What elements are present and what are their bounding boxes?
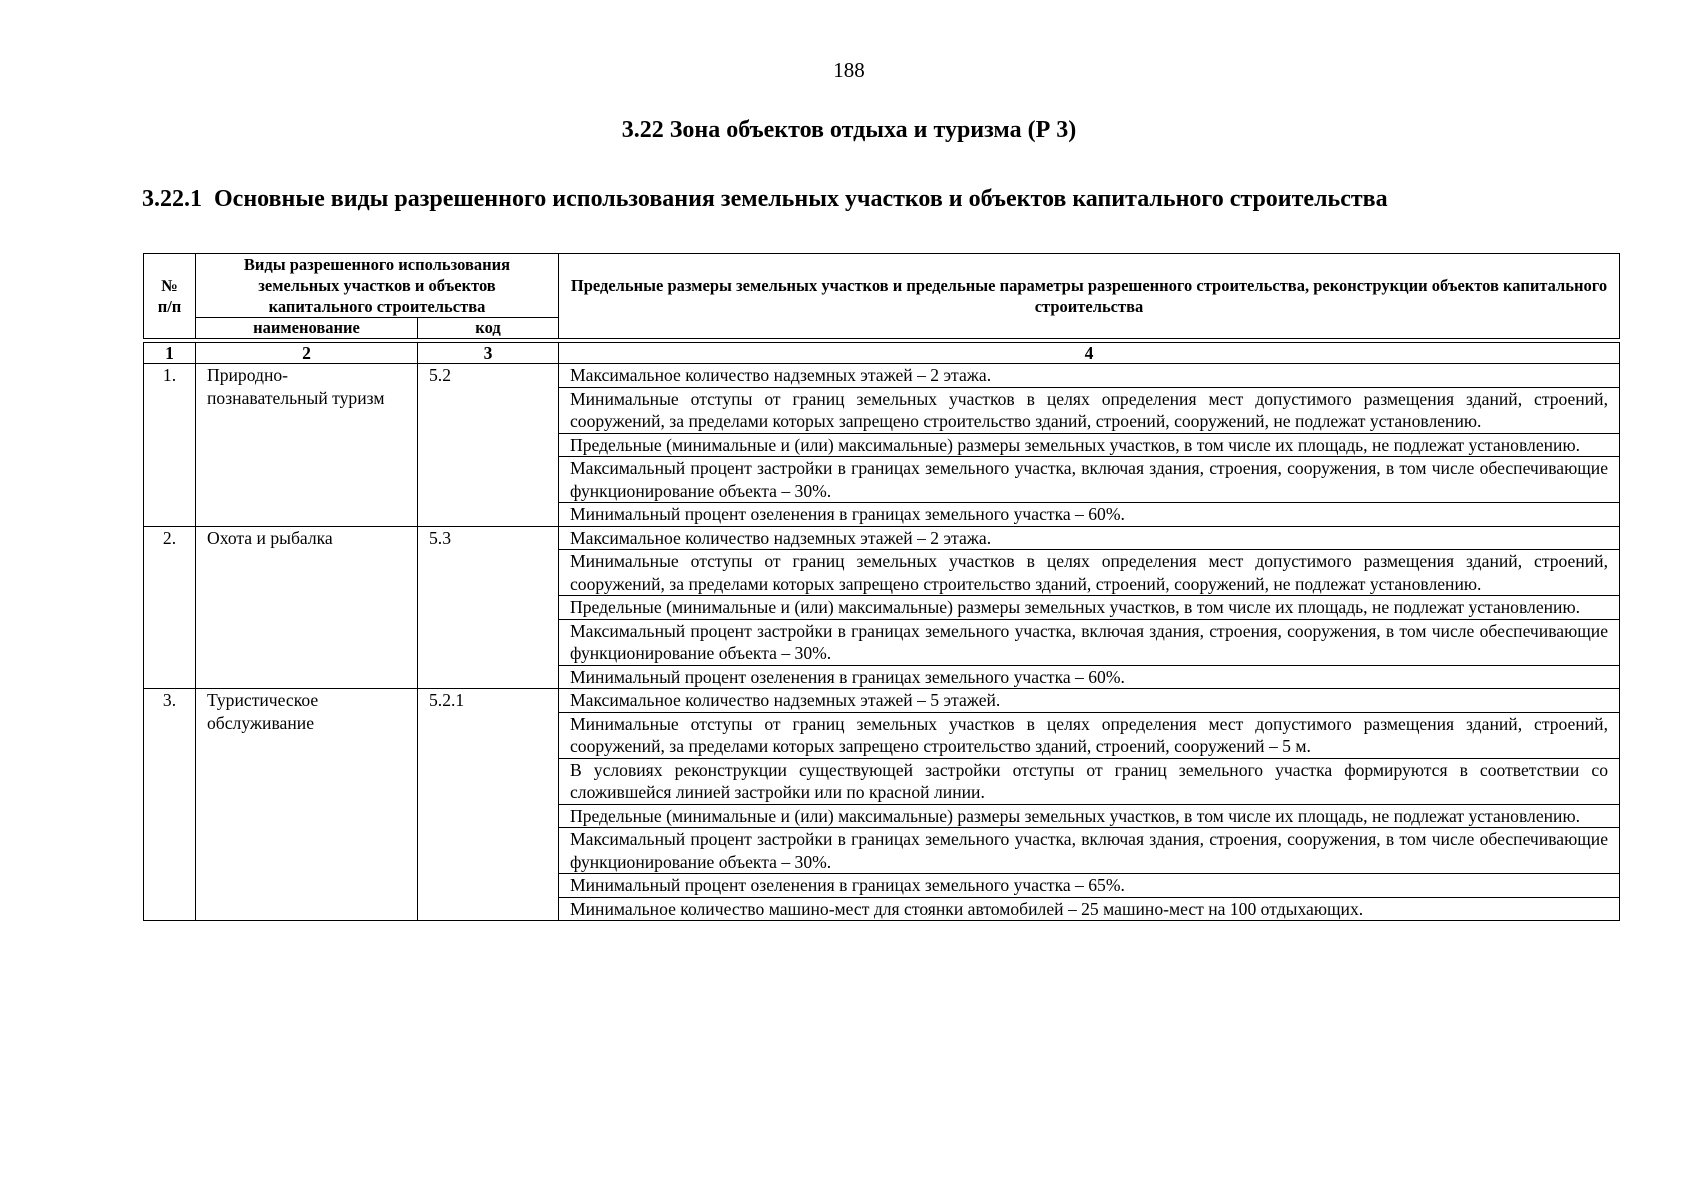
column-number: 1	[144, 343, 196, 364]
use-code: 5.2.1	[418, 689, 559, 921]
zone-title: 3.22 Зона объектов отдыха и туризма (Р 3)	[621, 117, 1077, 143]
parameter-text: Предельные (минимальные и (или) максимальные) размеры земельных участков, в том числе их площадь, не подлежат установлению.	[559, 433, 1620, 457]
parameter-text: Максимальный процент застройки в границах земельного участка, включая здания, строения, сооружения, в том числе обеспечивающие функционирование объекта – 30%.	[559, 828, 1620, 874]
use-code: 5.3	[418, 526, 559, 689]
header-num: № п/п	[144, 254, 196, 339]
column-number: 2	[196, 343, 418, 364]
use-name: Природно-познавательный туризм	[196, 364, 418, 527]
use-name: Туристическое обслуживание	[196, 689, 418, 921]
section-title	[142, 186, 1620, 213]
header-name: наименование	[196, 318, 418, 339]
section-number: 3.22.1	[142, 186, 202, 212]
parameter-text: Минимальный процент озеленения в границах земельного участка – 65%.	[559, 874, 1620, 898]
parameter-text: Максимальное количество надземных этажей – 2 этажа.	[559, 526, 1620, 550]
parameter-text: Предельные (минимальные и (или) максимальные) размеры земельных участков, в том числе их площадь, не подлежат установлению.	[559, 596, 1620, 620]
table-row	[144, 364, 1620, 388]
parameter-text: Максимальный процент застройки в границах земельного участка, включая здания, строения, сооружения, в том числе обеспечивающие функционирование объекта – 30%.	[559, 619, 1620, 665]
header-params: Предельные размеры земельных участков и предельные параметры разрешенного строительства, реконструкции объектов капитального строительства	[559, 254, 1620, 339]
parameter-text: Предельные (минимальные и (или) максимальные) размеры земельных участков, в том числе их площадь, не подлежат установлению.	[559, 804, 1620, 828]
parameter-text: Максимальное количество надземных этажей – 2 этажа.	[559, 364, 1620, 388]
header-code: код	[418, 318, 559, 339]
parameter-text: Максимальный процент застройки в границах земельного участка, включая здания, строения, сооружения, в том числе обеспечивающие функционирование объекта – 30%.	[559, 457, 1620, 503]
parameter-text: Минимальный процент озеленения в границах земельного участка – 60%.	[559, 665, 1620, 689]
parameter-text: Минимальный процент озеленения в границах земельного участка – 60%.	[559, 503, 1620, 527]
row-number: 1.	[144, 364, 196, 527]
parameter-text: Минимальное количество машино-мест для стоянки автомобилей – 25 машино-мест на 100 отдыхающих.	[559, 897, 1620, 921]
row-number: 2.	[144, 526, 196, 689]
table-body	[144, 339, 1620, 921]
column-number: 3	[418, 343, 559, 364]
page-number: 188	[833, 58, 865, 82]
row-number: 3.	[144, 689, 196, 921]
permitted-uses-table	[143, 253, 1620, 921]
column-numbers-row	[144, 343, 1620, 364]
use-code: 5.2	[418, 364, 559, 527]
parameter-text: Минимальные отступы от границ земельных участков в целях определения мест допустимого размещения зданий, строений, сооружений, за пределами которых запрещено строительство зданий, строений, сооружений, не подлежат установлению.	[559, 550, 1620, 596]
parameter-text: Минимальные отступы от границ земельных участков в целях определения мест допустимого размещения зданий, строений, сооружений, за пределами которых запрещено строительство зданий, строений, сооружений – 5 м.	[559, 712, 1620, 758]
header-uses-group: Виды разрешенного использования земельных участков и объектов капитального строительства	[196, 254, 559, 318]
column-number: 4	[559, 343, 1620, 364]
table-row	[144, 526, 1620, 550]
table-row	[144, 689, 1620, 713]
table-header	[144, 254, 1620, 339]
parameter-text: Максимальное количество надземных этажей – 5 этажей.	[559, 689, 1620, 713]
section-title-text: Основные виды разрешенного использования земельных участков и объектов капитального строительства	[214, 186, 1388, 212]
parameter-text: Минимальные отступы от границ земельных участков в целях определения мест допустимого размещения зданий, строений, сооружений, за пределами которых запрещено строительство зданий, строений, сооружений, не подлежат установлению.	[559, 387, 1620, 433]
use-name: Охота и рыбалка	[196, 526, 418, 689]
parameter-text: В условиях реконструкции существующей застройки отступы от границ земельного участка формируются в соответствии со сложившейся линией застройки или по красной линии.	[559, 758, 1620, 804]
